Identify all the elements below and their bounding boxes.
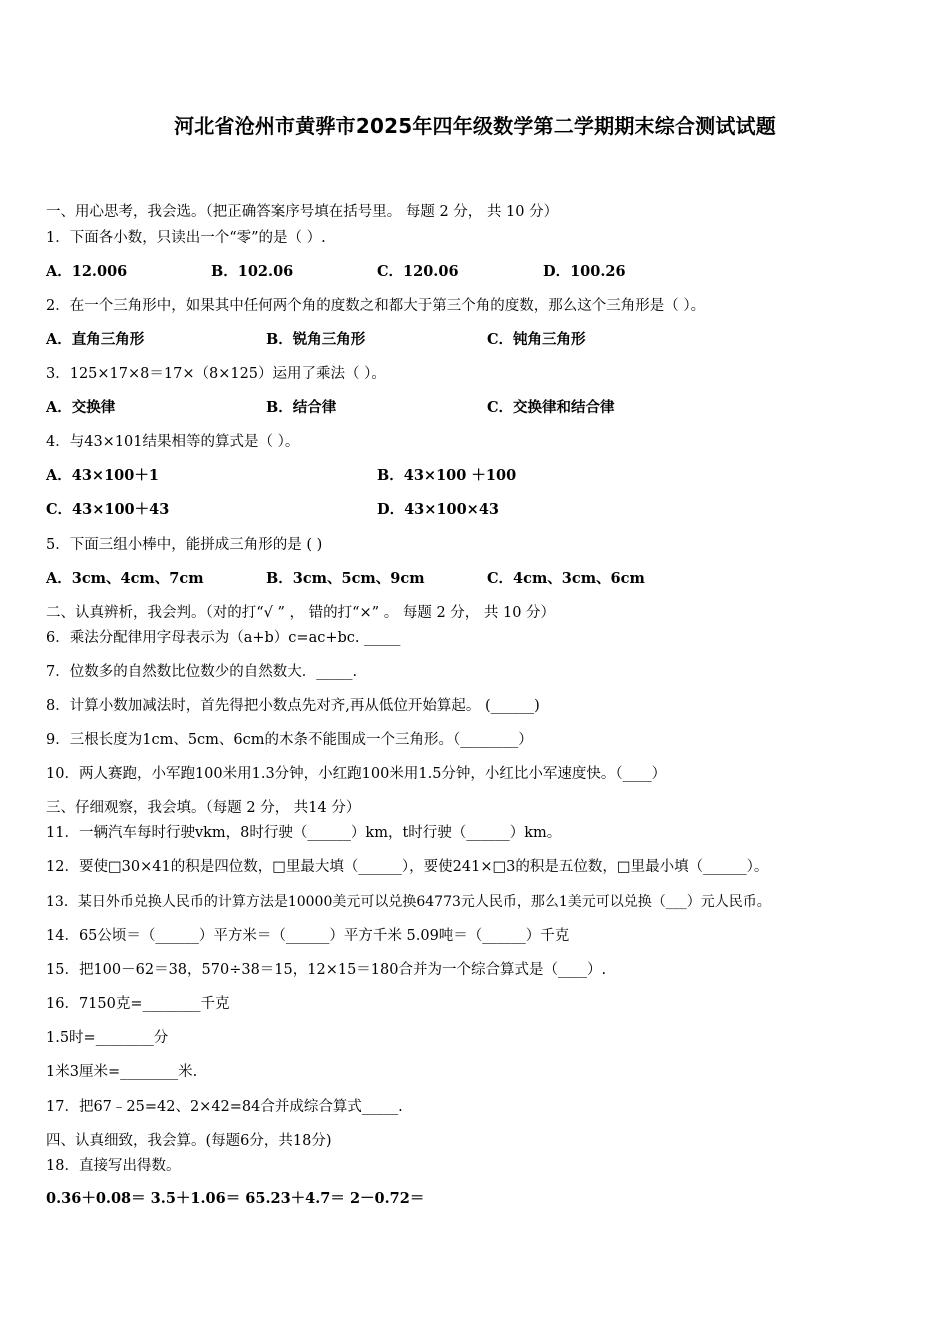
q4-option-c: C．43×100＋43: [46, 501, 170, 518]
question-16-part-2: 1.5时=________分: [46, 1030, 169, 1046]
question-15: 15．把100－62＝38，570÷38＝15，12×15＝180合并为一个综合算式是（____）.: [46, 962, 607, 978]
q2-option-c: C．钝角三角形: [487, 331, 586, 348]
q5-option-c: C．4cm、3cm、6cm: [487, 570, 645, 587]
question-14: 14．65公顷＝（______）平方米＝（______）平方千米 5.09吨＝（______）千克: [46, 928, 570, 944]
question-1: 1．下面各小数，只读出一个“零”的是（ ）.: [46, 230, 326, 246]
question-7: 7．位数多的自然数比位数少的自然数大．_____.: [46, 664, 358, 680]
section-1-heading: 一、用心思考，我会选。（把正确答案序号填在括号里。 每题 2 分， 共 10 分）: [46, 204, 559, 220]
question-2: 2．在一个三角形中，如果其中任何两个角的度数之和都大于第三个角的度数，那么这个三角形是（ ）。: [46, 298, 706, 314]
q3-option-c: C．交换律和结合律: [487, 399, 615, 416]
question-3: 3．125×17×8＝17×（8×125）运用了乘法（ ）。: [46, 366, 386, 382]
q2-option-b: B．锐角三角形: [266, 331, 366, 348]
question-11: 11．一辆汽车每时行驶vkm，8时行驶（______）km，t时行驶（______）km。: [46, 825, 562, 841]
question-9: 9．三根长度为1cm、5cm、6cm的木条不能围成一个三角形。（________）: [46, 732, 533, 748]
question-17: 17．把67﹣25=42、2×42=84合并成综合算式_____.: [46, 1099, 403, 1115]
question-16-part-3: 1米3厘米=________米.: [46, 1064, 198, 1080]
q3-option-b: B．结合律: [266, 399, 337, 416]
q1-option-c: C．120.06: [377, 263, 459, 280]
q5-option-a: A．3cm、4cm、7cm: [46, 570, 204, 587]
question-18: 18．直接写出得数。: [46, 1158, 181, 1174]
question-4: 4．与43×101结果相等的算式是（ ）。: [46, 434, 300, 450]
q4-option-b: B．43×100 ＋100: [377, 467, 517, 484]
q1-option-d: D．100.26: [543, 263, 626, 280]
question-10: 10．两人赛跑，小军跑100米用1.3分钟，小红跑100米用1.5分钟，小红比小军速度快。（____）: [46, 766, 667, 782]
section-4-heading: 四、认真细致，我会算。(每题6分，共18分): [46, 1133, 332, 1149]
question-13: 13．某日外币兑换人民币的计算方法是10000美元可以兑换64773元人民币，那么1美元可以兑换（___）元人民币。: [46, 894, 771, 910]
q4-option-d: D．43×100×43: [377, 501, 499, 518]
question-5: 5．下面三组小棒中，能拼成三角形的是 ( ): [46, 537, 323, 553]
q4-option-a: A．43×100＋1: [46, 467, 159, 484]
q5-option-b: B．3cm、5cm、9cm: [266, 570, 425, 587]
section-3-heading: 三、仔细观察，我会填。（每题 2 分， 共14 分）: [46, 800, 361, 816]
q3-option-a: A．交换律: [46, 399, 116, 416]
question-6: 6．乘法分配律用字母表示为（a+b）c=ac+bc. _____: [46, 630, 401, 646]
page-title: 河北省沧州市黄骅市2025年四年级数学第二学期期末综合测试试题: [174, 114, 776, 138]
question-18-calculations: 0.36＋0.08＝ 3.5＋1.06＝ 65.23＋4.7＝ 2－0.72＝: [46, 1190, 425, 1207]
q1-option-a: A．12.006: [46, 263, 128, 280]
q2-option-a: A．直角三角形: [46, 331, 145, 348]
section-2-heading: 二、认真辨析，我会判。（对的打“√ ” ， 错的打“×” 。 每题 2 分， 共 10 分）: [46, 605, 556, 621]
q1-option-b: B．102.06: [211, 263, 294, 280]
question-12: 12．要使□30×41的积是四位数，□里最大填（______），要使241×□3的积是五位数，□里最小填（______）。: [46, 859, 769, 875]
question-16-part-1: 16．7150克=________千克: [46, 996, 230, 1012]
question-8: 8．计算小数加减法时，首先得把小数点先对齐,再从低位开始算起。 (______): [46, 698, 540, 714]
